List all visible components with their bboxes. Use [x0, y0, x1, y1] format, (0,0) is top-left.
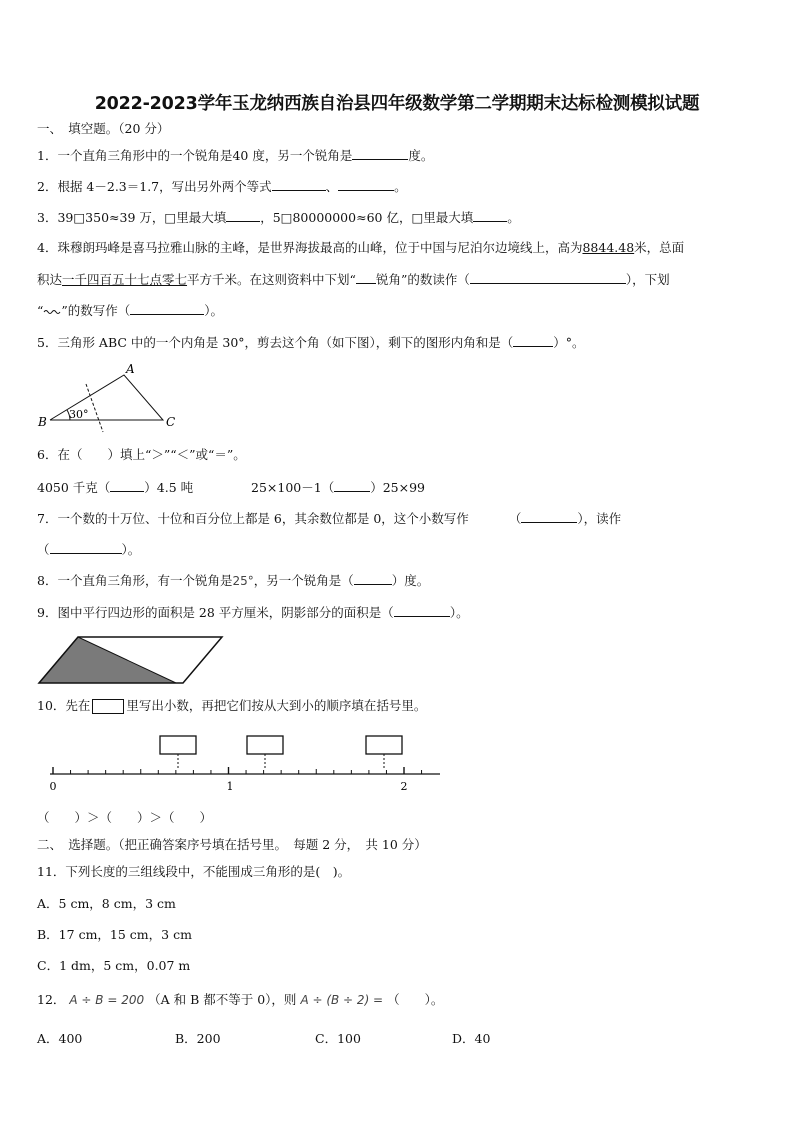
question-6-item-1: [37, 479, 193, 496]
question-4-line-1: [37, 240, 684, 256]
q7-tail: ）。: [121, 542, 141, 557]
answer-blank: [226, 209, 260, 222]
q1-tail: 度。: [408, 148, 434, 163]
answer-box-3: [366, 736, 402, 754]
q7-text-2: ），读作: [577, 511, 622, 526]
q4-text-3: 平方千米。在这则资料中下划“: [187, 272, 356, 287]
q9-text: 9．图中平行四边形的面积是 28 平方厘米，阴影部分的面积是（: [37, 605, 394, 620]
q7-open-paren: （: [508, 511, 522, 526]
answer-blank: [338, 178, 394, 191]
answer-blank: [354, 572, 392, 585]
question-8: [37, 572, 429, 589]
wavy-underline-mark: [43, 305, 61, 315]
q8-angle-value: 25°: [232, 574, 254, 588]
number-line-figure: [46, 730, 446, 796]
page-title: 2022-2023学年玉龙纳西族自治县四年级数学第二学期期末达标检测模拟试题: [94, 94, 700, 114]
q8-text: 8．一个直角三角形，有一个锐角是: [37, 573, 233, 588]
angle-label: 30°: [69, 408, 89, 421]
q12-option-d: D．40: [452, 1031, 491, 1046]
answer-blank: [513, 334, 553, 347]
answer-blank: [50, 541, 122, 554]
question-5: [37, 334, 585, 351]
triangle-abc-figure: [30, 362, 190, 436]
question-4-line-3: [37, 302, 223, 319]
answer-box-2: [247, 736, 283, 754]
answer-blank: [352, 147, 408, 160]
q4-height-number: 8844.48: [582, 240, 635, 255]
question-6: 6．在（ ）填上“＞”“＜”或“＝”。: [37, 447, 246, 462]
q12-option-c: C．100: [315, 1031, 361, 1046]
section-1-header: 一、 填空题。（20 分）: [37, 121, 170, 136]
tick-label-0: 0: [49, 780, 57, 793]
answer-blank: [130, 302, 204, 315]
answer-blank: [521, 510, 577, 523]
q2-separator: 、: [325, 179, 339, 194]
q6-item-1-left: 4050 千克（: [37, 480, 111, 495]
answer-blank: [394, 604, 450, 617]
q8-text-2: ，另一个锐角是（: [253, 573, 354, 588]
cut-line: [86, 384, 103, 432]
q3-text-2: ，5□80000000≈60 亿，□里最大填: [260, 210, 474, 225]
q10-text-2: 里写出小数，再把它们按从大到小的顺序填在括号里。: [126, 698, 427, 713]
q4-tail: ）。: [204, 303, 224, 318]
answer-blank: [473, 209, 507, 222]
shaded-triangle: [39, 637, 176, 683]
q6-item-2-right: ）25×99: [370, 480, 425, 495]
parallelogram-figure: [36, 635, 226, 685]
number-line-ticks: [53, 767, 422, 774]
q10-text: 10．先在: [37, 698, 91, 713]
q4-open-quote: “: [37, 303, 44, 318]
q7-open-paren-2: （: [37, 542, 50, 557]
q2-text: 2．根据 4－2.3＝1.7，写出另外两个等式: [37, 179, 272, 194]
q5-tail: ）°。: [553, 335, 585, 350]
q7-text: 7．一个数的十万位、十位和百分位上都是 6，其余数位都是 0，这个小数写作: [37, 511, 469, 526]
q12-text: （A 和 B 都不等于 0），则: [148, 992, 297, 1007]
answer-blank: [470, 271, 626, 284]
answer-blank: [334, 479, 370, 492]
tick-label-1: 1: [226, 780, 234, 793]
q12-tail: （ ）。: [387, 992, 444, 1007]
answer-box-1: [160, 736, 196, 754]
question-7-line-2: [37, 541, 140, 558]
q4-text-4: 锐角”的数读作（: [375, 272, 470, 287]
question-10: [37, 698, 426, 714]
triangle-outline: [50, 375, 163, 420]
section-2-header: 二、 选择题。（把正确答案序号填在括号里。 每题 2 分， 共 10 分）: [37, 837, 427, 852]
question-1: [37, 147, 433, 164]
q12-option-a: A．400: [37, 1031, 83, 1046]
q6-item-2-left: 25×100－1（: [251, 480, 335, 495]
q12-number: 12．: [37, 992, 66, 1007]
straight-underline-mark: [356, 272, 376, 284]
vertex-label-c: C: [166, 415, 176, 429]
question-9: [37, 604, 469, 621]
question-2: [37, 178, 407, 195]
q12-option-b: B．200: [175, 1031, 221, 1046]
q3-tail: 。: [507, 210, 520, 225]
answer-blank: [110, 479, 144, 492]
q4-text-6: ”的数写作（: [61, 303, 131, 318]
q4-area-prefix: 积达: [37, 272, 63, 287]
q4-text-5: ），下划: [625, 272, 670, 287]
q11-option-b: B．17 cm，15 cm，3 cm: [37, 927, 192, 942]
q9-tail: ）。: [449, 605, 469, 620]
vertex-label-b: B: [38, 415, 47, 429]
q3-text: 3．39□350≈39 万，□里最大填: [37, 210, 227, 225]
question-12: [37, 992, 443, 1008]
answer-blank: [272, 178, 326, 191]
q8-tail: ）度。: [391, 573, 430, 588]
q12-given-expression: A ÷ B = 200: [69, 993, 145, 1007]
q6-item-1-right: ）4.5 吨: [144, 480, 194, 495]
q4-text-2: 米，总面: [634, 240, 685, 255]
box-symbol: [92, 699, 124, 714]
question-10-order: （ ）＞（ ）＞（ ）: [37, 810, 213, 825]
q11-option-c: C．1 dm，5 cm，0.07 m: [37, 958, 191, 973]
question-3: [37, 209, 520, 226]
q2-tail: 。: [394, 179, 407, 194]
q11-option-a: A．5 cm，8 cm，3 cm: [37, 896, 176, 911]
question-6-item-2: [251, 479, 425, 496]
tick-label-2: 2: [400, 780, 408, 793]
q4-text: 4．珠穆朗玛峰是喜马拉雅山脉的主峰，是世界海拔最高的山峰，位于中国与尼泊尔边境线上，高为: [37, 240, 583, 255]
question-11: 11．下列长度的三组线段中，不能围成三角形的是( )。: [37, 864, 351, 879]
question-7-line-1: [37, 510, 621, 527]
q1-text: 1．一个直角三角形中的一个锐角是40 度，另一个锐角是: [37, 148, 353, 163]
question-4-line-2: [37, 271, 670, 288]
q12-target-expression: A ÷ (B ÷ 2) =: [300, 993, 384, 1007]
q5-text: 5．三角形 ABC 中的一个内角是 30°，剪去这个角（如下图），剩下的图形内角和是（: [37, 335, 514, 350]
vertex-label-a: A: [126, 362, 135, 376]
q4-area-words: 一千四百五十七点零七: [62, 272, 188, 287]
